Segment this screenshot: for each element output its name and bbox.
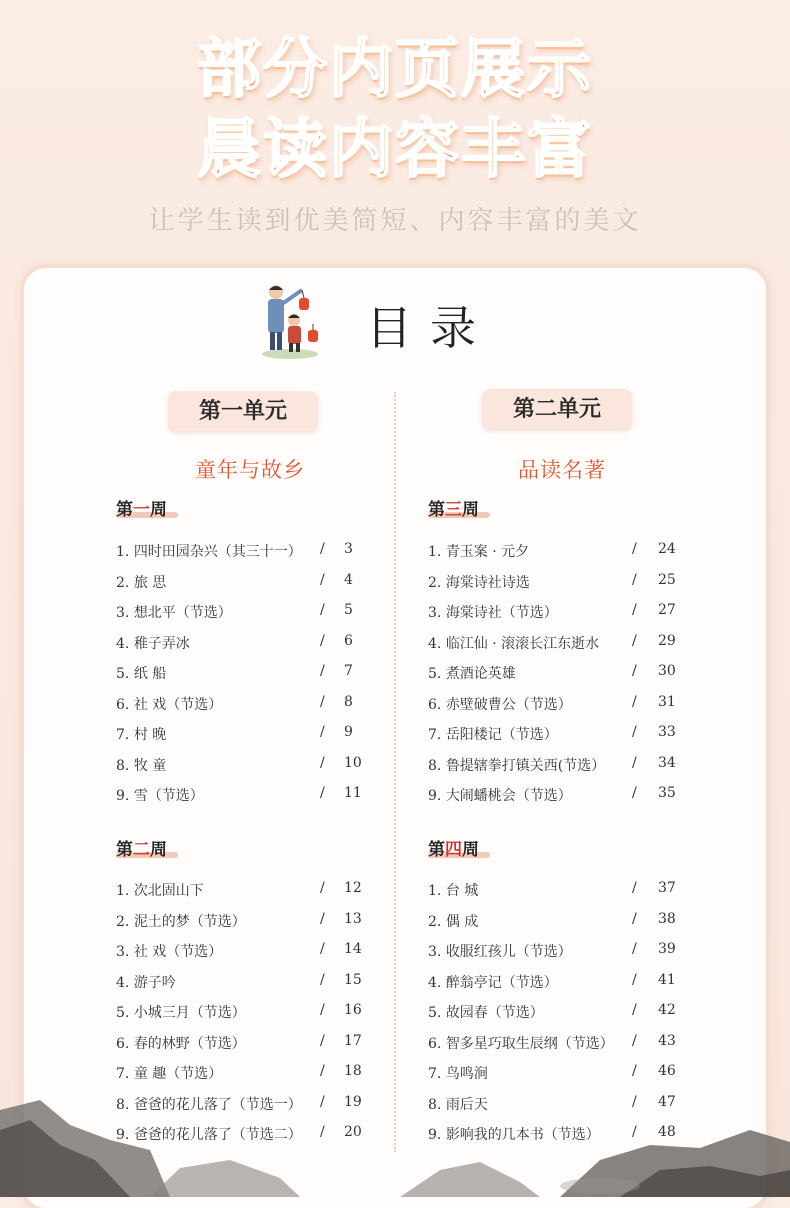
lesson-title	[116, 541, 302, 561]
lesson-title	[116, 1063, 222, 1083]
lesson-separator: /	[632, 1063, 637, 1079]
lesson-name: 小城三月（节选）	[133, 1005, 246, 1021]
lesson-number: 2.	[428, 574, 442, 591]
lesson-title	[428, 1002, 544, 1022]
lesson-name: 大闹蟠桃会（节选）	[445, 788, 572, 804]
lesson-number: 2.	[116, 574, 130, 591]
lesson-page-number: 3	[344, 541, 353, 557]
lesson-page-number: 10	[344, 754, 362, 771]
lesson-separator: /	[320, 971, 325, 988]
lesson-title	[428, 755, 605, 775]
lesson-number: 5.	[428, 1005, 442, 1021]
lesson-page-number: 37	[658, 880, 676, 896]
lesson-page-number: 41	[658, 971, 676, 988]
lesson-number: 3.	[428, 944, 442, 960]
lesson-name: 社 戏（节选）	[133, 696, 223, 713]
lesson-number: 8.	[116, 1096, 130, 1113]
lesson-number: 1.	[428, 544, 442, 560]
lesson-page-number: 43	[658, 1032, 676, 1049]
lesson-number: 3.	[428, 605, 442, 621]
tagline: 让学生读到优美简短、内容丰富的美文	[148, 206, 642, 236]
lesson-separator: /	[320, 1124, 325, 1140]
lesson-number: 6.	[428, 1035, 442, 1052]
lesson-title	[116, 1033, 246, 1053]
lesson-title	[116, 880, 204, 900]
lesson-separator: /	[632, 785, 637, 801]
lesson-separator: /	[632, 1124, 637, 1140]
lesson-number: 6.	[116, 696, 130, 713]
lesson-title	[116, 724, 166, 744]
lesson-separator: /	[320, 785, 325, 801]
lesson-name: 醉翁亭记（节选）	[445, 974, 558, 991]
lesson-separator: /	[632, 1002, 637, 1018]
lesson-name: 爸爸的花儿落了（节选一）	[133, 1096, 302, 1113]
lesson-page-number: 18	[344, 1063, 362, 1079]
lesson-title	[428, 602, 558, 622]
lesson-page-number: 20	[344, 1124, 362, 1140]
lesson-number: 7.	[116, 1066, 130, 1082]
lesson-name: 旅 思	[133, 574, 167, 591]
lesson-title	[116, 633, 190, 653]
lesson-page-number: 24	[658, 541, 676, 557]
lesson-page-number: 42	[658, 1002, 676, 1018]
lesson-number: 4.	[428, 635, 442, 652]
lesson-number: 2.	[428, 913, 442, 930]
lesson-title	[116, 755, 166, 775]
lesson-title	[428, 972, 558, 992]
lesson-separator: /	[320, 941, 325, 957]
lesson-page-number: 9	[344, 724, 353, 740]
week-4-heading: 第四周	[428, 840, 479, 860]
lesson-name: 台 城	[445, 883, 479, 899]
lesson-number: 9.	[428, 788, 442, 804]
lesson-page-number: 30	[658, 663, 676, 679]
lesson-separator: /	[320, 693, 325, 710]
lesson-separator: /	[320, 724, 325, 740]
lesson-page-number: 34	[658, 754, 676, 771]
lesson-separator: /	[320, 1063, 325, 1079]
lesson-title	[428, 633, 599, 653]
lesson-title	[428, 694, 572, 714]
lesson-page-number: 17	[344, 1032, 362, 1049]
lesson-page-number: 12	[344, 880, 362, 896]
lesson-separator: /	[632, 910, 637, 927]
lesson-page-number: 15	[344, 971, 362, 988]
week-2-heading: 第二周	[116, 840, 167, 860]
lesson-number: 1.	[116, 883, 130, 899]
lesson-number: 6.	[428, 696, 442, 713]
week-1-heading: 第一周	[116, 500, 167, 520]
lesson-name: 临江仙 · 滚滚长江东逝水	[445, 635, 600, 652]
lesson-title	[428, 880, 478, 900]
lesson-name: 爸爸的花儿落了（节选二）	[133, 1127, 302, 1143]
lesson-name: 海棠诗社诗选	[445, 574, 530, 591]
unit-2-theme: 品读名著	[518, 458, 606, 482]
lesson-title	[116, 663, 166, 683]
lesson-page-number: 25	[658, 571, 676, 588]
lesson-name: 春的林野（节选）	[133, 1035, 246, 1052]
lesson-separator: /	[632, 693, 637, 710]
lesson-number: 1.	[428, 883, 442, 899]
lesson-separator: /	[632, 880, 637, 896]
lesson-title	[428, 1063, 488, 1083]
lesson-separator: /	[632, 602, 637, 618]
lesson-title	[428, 1033, 614, 1053]
lesson-page-number: 46	[658, 1063, 676, 1079]
lesson-name: 四时田园杂兴（其三十一）	[133, 544, 302, 560]
lesson-separator: /	[320, 880, 325, 896]
lesson-page-number: 29	[658, 632, 676, 649]
lesson-page-number: 13	[344, 910, 362, 927]
lesson-title	[116, 785, 204, 805]
lesson-name: 影响我的几本书（节选）	[445, 1127, 600, 1143]
lesson-page-number: 35	[658, 785, 676, 801]
lesson-page-number: 14	[344, 941, 362, 957]
lesson-name: 童 趣（节选）	[133, 1066, 223, 1082]
lesson-title	[428, 724, 558, 744]
lesson-title	[116, 941, 222, 961]
unit-1-badge: 第一单元	[168, 391, 318, 431]
lesson-name: 村 晚	[133, 727, 167, 743]
lesson-title	[116, 1002, 246, 1022]
lesson-name: 次北固山下	[133, 883, 204, 899]
lesson-number: 9.	[116, 1127, 130, 1143]
lesson-page-number: 31	[658, 693, 676, 710]
lesson-name: 偶 成	[445, 913, 479, 930]
lesson-page-number: 8	[344, 693, 353, 710]
lesson-name: 鲁提辖拳打镇关西(节选）	[445, 757, 606, 774]
lesson-separator: /	[632, 663, 637, 679]
lesson-page-number: 48	[658, 1124, 676, 1140]
week-3-heading: 第三周	[428, 500, 479, 520]
lesson-separator: /	[632, 632, 637, 649]
lesson-number: 1.	[116, 544, 130, 560]
lesson-title	[428, 785, 572, 805]
lesson-separator: /	[632, 724, 637, 740]
lesson-title	[116, 602, 232, 622]
lesson-name: 鸟鸣涧	[445, 1066, 488, 1082]
lesson-separator: /	[320, 1032, 325, 1049]
lesson-name: 社 戏（节选）	[133, 944, 223, 960]
lesson-page-number: 33	[658, 724, 676, 740]
lesson-page-number: 6	[344, 632, 353, 649]
lesson-name: 故园春（节选）	[445, 1005, 544, 1021]
lesson-title	[116, 694, 222, 714]
lesson-number: 3.	[116, 605, 130, 621]
lesson-page-number: 11	[344, 785, 362, 801]
lesson-page-number: 4	[344, 571, 353, 588]
lesson-separator: /	[320, 541, 325, 557]
lesson-title	[428, 941, 572, 961]
lesson-number: 4.	[116, 635, 130, 652]
lesson-page-number: 5	[344, 602, 353, 618]
lesson-separator: /	[320, 571, 325, 588]
lesson-title	[116, 911, 246, 931]
lesson-number: 5.	[116, 666, 130, 682]
lesson-name: 收服红孩儿（节选）	[445, 944, 572, 960]
lesson-separator: /	[632, 971, 637, 988]
unit-1-theme: 童年与故乡	[195, 458, 305, 482]
lesson-name: 煮酒论英雄	[445, 666, 516, 682]
lesson-name: 岳阳楼记（节选）	[445, 727, 558, 743]
lesson-name: 雪（节选）	[133, 788, 204, 804]
lesson-page-number: 47	[658, 1093, 676, 1110]
lesson-number: 8.	[116, 757, 130, 774]
lesson-separator: /	[320, 754, 325, 771]
lesson-separator: /	[320, 663, 325, 679]
lesson-number: 3.	[116, 944, 130, 960]
lesson-number: 9.	[116, 788, 130, 804]
unit-2-badge: 第二单元	[482, 389, 632, 429]
lesson-name: 青玉案 · 元夕	[445, 544, 530, 560]
column-divider	[394, 392, 396, 1152]
lesson-name: 纸 船	[133, 666, 167, 682]
lesson-separator: /	[320, 632, 325, 649]
lesson-page-number: 39	[658, 941, 676, 957]
lesson-separator: /	[632, 754, 637, 771]
lesson-title	[116, 972, 176, 992]
lesson-number: 6.	[116, 1035, 130, 1052]
ink-rock-decoration	[0, 1090, 790, 1197]
lesson-number: 5.	[428, 666, 442, 682]
lesson-separator: /	[320, 602, 325, 618]
lesson-name: 智多星巧取生辰纲（节选）	[445, 1035, 614, 1052]
lesson-separator: /	[320, 910, 325, 927]
lesson-name: 想北平（节选）	[133, 605, 232, 621]
lesson-name: 稚子弄冰	[133, 635, 190, 652]
lesson-name: 雨后天	[445, 1096, 488, 1113]
lesson-number: 5.	[116, 1005, 130, 1021]
lesson-number: 7.	[428, 727, 442, 743]
headline-line-2: 晨读内容丰富	[197, 113, 593, 187]
lesson-name: 海棠诗社（节选）	[445, 605, 558, 621]
lesson-number: 4.	[428, 974, 442, 991]
lesson-title	[428, 911, 478, 931]
lesson-separator: /	[320, 1002, 325, 1018]
lesson-name: 游子吟	[133, 974, 176, 991]
lesson-separator: /	[632, 571, 637, 588]
lesson-name: 赤壁破曹公（节选）	[445, 696, 572, 713]
lesson-page-number: 27	[658, 602, 676, 618]
lesson-number: 8.	[428, 757, 442, 774]
lesson-title	[116, 572, 166, 592]
lesson-separator: /	[632, 1032, 637, 1049]
lesson-number: 7.	[428, 1066, 442, 1082]
lesson-page-number: 19	[344, 1093, 362, 1110]
lesson-number: 8.	[428, 1096, 442, 1113]
lesson-number: 9.	[428, 1127, 442, 1143]
headline-line-1: 部分内页展示	[197, 33, 593, 107]
lesson-number: 2.	[116, 913, 130, 930]
lesson-title	[428, 541, 529, 561]
toc-title: 目录	[366, 301, 494, 355]
lesson-title	[428, 663, 516, 683]
lesson-number: 4.	[116, 974, 130, 991]
lesson-separator: /	[320, 1093, 325, 1110]
lesson-separator: /	[632, 941, 637, 957]
lesson-separator: /	[632, 541, 637, 557]
lesson-page-number: 38	[658, 910, 676, 927]
lesson-name: 牧 童	[133, 757, 167, 774]
lesson-separator: /	[632, 1093, 637, 1110]
lesson-name: 泥土的梦（节选）	[133, 913, 246, 930]
lesson-title	[428, 572, 530, 592]
lesson-number: 7.	[116, 727, 130, 743]
lesson-page-number: 16	[344, 1002, 362, 1018]
lesson-page-number: 7	[344, 663, 353, 679]
